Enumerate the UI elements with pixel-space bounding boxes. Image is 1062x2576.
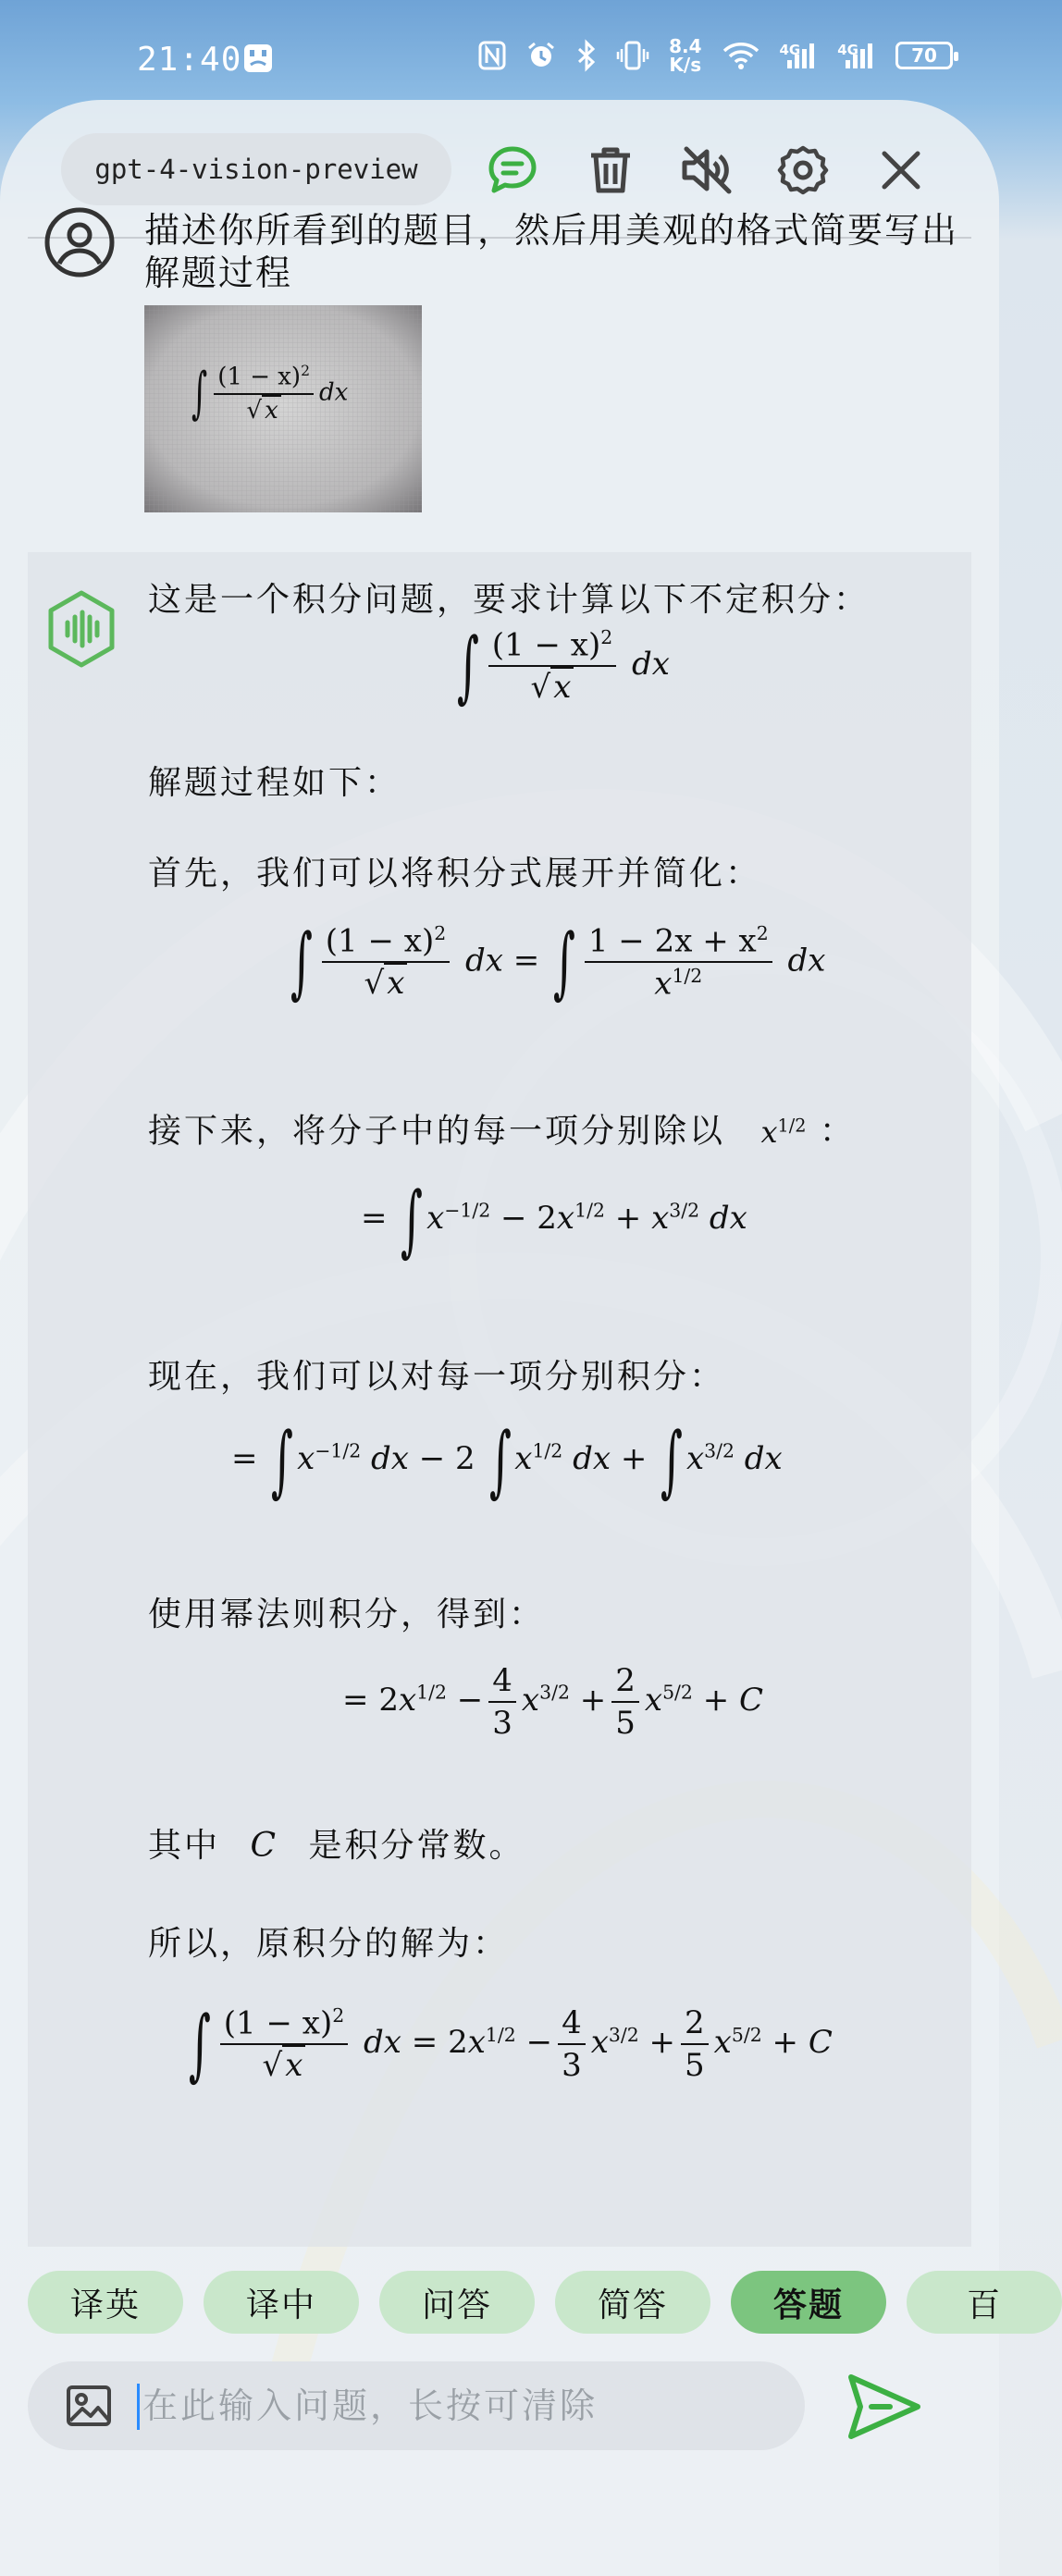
bluetooth-icon bbox=[576, 40, 597, 71]
chip-more[interactable]: 百 bbox=[907, 2271, 1062, 2334]
formula-expand: ∫ $\frac{(1 - x)^2}{√x}$ dx = ∫ $\frac{1 - 2x + x^2}{x^{1/2}}$ dx bbox=[290, 917, 826, 1008]
chip-brief-answer[interactable]: 简答 bbox=[555, 2271, 710, 2334]
image-formula: ∫ $\frac{(1 - x)^2}{√ x}$ dx bbox=[191, 361, 349, 426]
trash-icon bbox=[588, 146, 633, 194]
nfc-icon bbox=[478, 41, 506, 70]
answer-step4: 使用幂法则积分，得到： bbox=[148, 1596, 546, 1633]
chip-solve-problem[interactable]: 答题 bbox=[731, 2271, 886, 2334]
answer-process-title: 解题过程如下： bbox=[148, 764, 401, 802]
answer-constant-note: 其中 C 是积分常数。 bbox=[148, 1827, 525, 1865]
network-speed: 8.4 K/s bbox=[669, 35, 702, 76]
signal-2: 4G bbox=[837, 42, 875, 69]
close-icon bbox=[880, 149, 922, 191]
settings-icon bbox=[778, 145, 828, 195]
signal-1: 4G bbox=[780, 42, 818, 69]
wifi-icon bbox=[722, 41, 759, 70]
text-caret bbox=[137, 2384, 140, 2430]
answer-step1: 首先，我们可以将积分式展开并简化： bbox=[148, 855, 762, 893]
answer-step2: 接下来，将分子中的每一项分别除以 $x^{1/2}$ ： bbox=[148, 1112, 856, 1151]
settings-button[interactable] bbox=[777, 144, 829, 196]
formula-power-rule: = $2x^{1/2}$ − $\frac{4}{3}$ $x^{3/2}$ + $\frac{2}{5}$ $x^{5/2} + C$ bbox=[342, 1662, 764, 1742]
image-attach-icon[interactable] bbox=[65, 2382, 113, 2430]
delete-chat-button[interactable] bbox=[585, 144, 636, 196]
chip-translate-chinese[interactable]: 译中 bbox=[204, 2271, 359, 2334]
chip-qa[interactable]: 问答 bbox=[379, 2271, 535, 2334]
alarm-icon bbox=[526, 41, 556, 70]
formula-integral: ∫ $\frac{(1 - x)^2}{√x}$ dx bbox=[456, 621, 670, 712]
answer-final-title: 所以，原积分的解为： bbox=[148, 1925, 510, 1963]
assistant-avatar-icon bbox=[44, 589, 118, 669]
close-button[interactable] bbox=[875, 144, 927, 196]
chip-translate-english[interactable]: 译英 bbox=[28, 2271, 183, 2334]
status-bar bbox=[0, 0, 999, 102]
chat-bubble-button[interactable] bbox=[487, 144, 538, 196]
chat-bubble-icon bbox=[488, 145, 537, 195]
answer-step3: 现在，我们可以对每一项分别积分： bbox=[148, 1358, 726, 1396]
battery-indicator: 70 bbox=[895, 42, 953, 69]
formula-divided: = ∫ $x^{-1/2} - 2x^{1/2} + x^{3/2}$ dx bbox=[361, 1175, 747, 1265]
status-time: 21:40 bbox=[137, 41, 242, 79]
app-notification-icon bbox=[242, 43, 274, 74]
answer-intro: 这是一个积分问题，要求计算以下不定积分： bbox=[148, 581, 871, 619]
message-input[interactable]: 在此输入问题，长按可清除 bbox=[142, 2385, 599, 2426]
user-avatar-icon bbox=[43, 205, 117, 279]
quick-action-chips bbox=[28, 2271, 1002, 2336]
model-selector[interactable]: gpt-4-vision-preview bbox=[61, 133, 451, 205]
message-input-bar bbox=[28, 2361, 805, 2450]
formula-final: ∫ $\frac{(1 - x)^2}{√x}$ dx = $2x^{1/2}$ − $\frac{4}{3}$ $x^{3/2}$ + $\frac{2}{5}$ $x^{5/2} + C$ bbox=[188, 1999, 833, 2090]
mute-icon bbox=[681, 145, 733, 195]
vibrate-icon bbox=[617, 41, 648, 70]
user-message-text: 描述你所看到的题目，然后用美观的格式简要写出解题过程 bbox=[144, 210, 959, 293]
formula-separate: = ∫ $x^{-1/2}$ dx − 2 ∫ $x^{1/2}$ dx + ∫ $x^{3/2}$ dx bbox=[231, 1415, 783, 1506]
send-icon[interactable] bbox=[844, 2370, 923, 2444]
assistant-message bbox=[28, 552, 971, 2247]
mute-button[interactable] bbox=[681, 144, 733, 196]
user-attached-image[interactable] bbox=[144, 305, 422, 512]
